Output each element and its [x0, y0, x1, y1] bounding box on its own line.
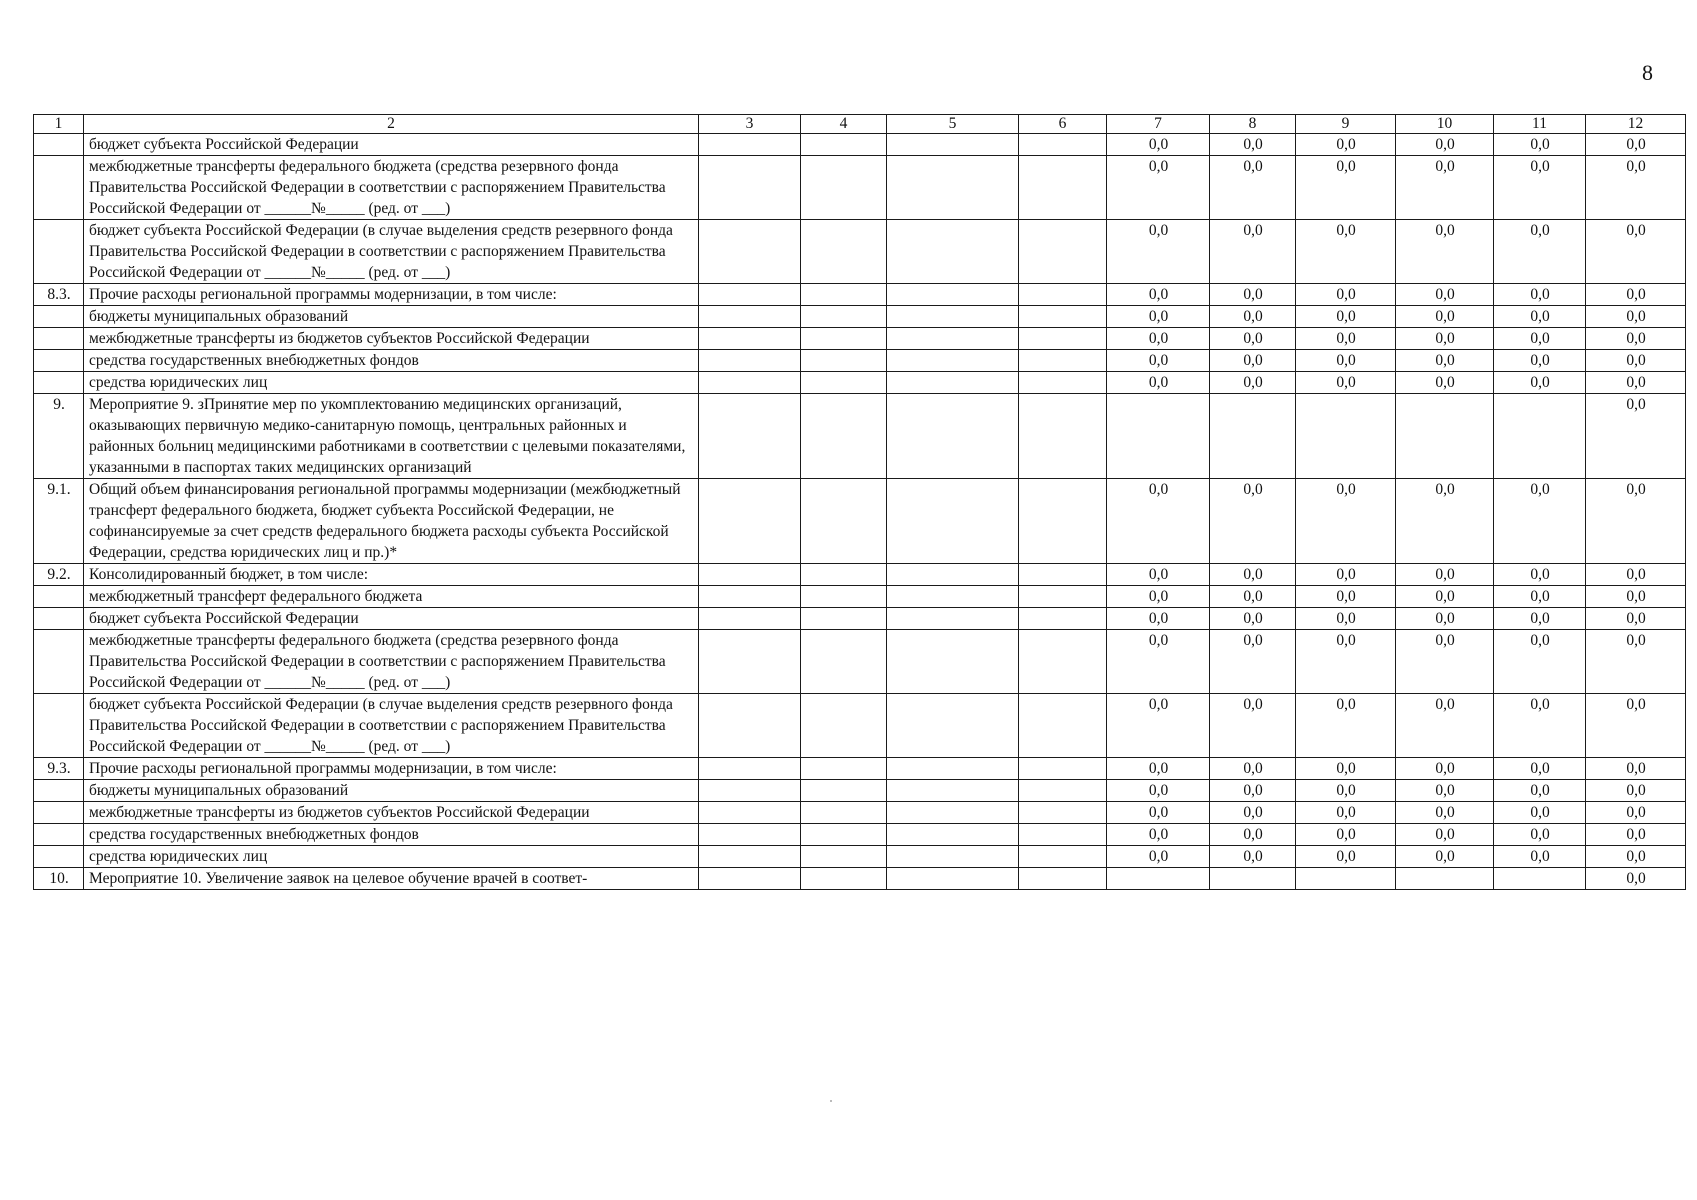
empty-cell-col-6	[1019, 156, 1107, 220]
value-cell-col-11: 0,0	[1494, 694, 1586, 758]
value-cell-col-8: 0,0	[1210, 564, 1296, 586]
column-header-10: 10	[1396, 115, 1494, 134]
value-cell-col-12: 0,0	[1586, 824, 1686, 846]
value-cell-col-12: 0,0	[1586, 479, 1686, 564]
header-row	[34, 115, 1686, 134]
budget-table	[33, 114, 1686, 890]
empty-cell-col-5	[887, 564, 1019, 586]
value-cell-col-12: 0,0	[1586, 694, 1686, 758]
empty-cell-col-5	[887, 824, 1019, 846]
row-description: средства юридических лиц	[84, 846, 699, 868]
row-number: 9.	[34, 394, 84, 479]
column-header-4: 4	[801, 115, 887, 134]
value-cell-col-10: 0,0	[1396, 306, 1494, 328]
value-cell-col-7: 0,0	[1107, 350, 1210, 372]
value-cell-col-11: 0,0	[1494, 586, 1586, 608]
row-description: Прочие расходы региональной программы модернизации, в том числе:	[84, 758, 699, 780]
empty-cell-col-3	[699, 220, 801, 284]
empty-cell-col-5	[887, 846, 1019, 868]
empty-cell-col-6	[1019, 824, 1107, 846]
column-header-5: 5	[887, 115, 1019, 134]
value-cell-col-11: 0,0	[1494, 479, 1586, 564]
row-description: межбюджетные трансферты федерального бюджета (средства резервного фонда Правительства Российской Федерации в соответствии с распоряжением Правительства Российской Федерации от ______№_____ (ред. от ___)	[84, 156, 699, 220]
value-cell-col-7: 0,0	[1107, 284, 1210, 306]
table-row	[34, 586, 1686, 608]
table-row	[34, 134, 1686, 156]
row-number	[34, 846, 84, 868]
column-header-6: 6	[1019, 115, 1107, 134]
value-cell-col-12: 0,0	[1586, 586, 1686, 608]
value-cell-col-9: 0,0	[1296, 350, 1396, 372]
row-number	[34, 608, 84, 630]
scan-speck	[830, 1100, 832, 1102]
empty-cell-col-6	[1019, 608, 1107, 630]
value-cell-col-7: 0,0	[1107, 156, 1210, 220]
empty-cell-col-3	[699, 694, 801, 758]
value-cell-col-10: 0,0	[1396, 564, 1494, 586]
value-cell-col-10: 0,0	[1396, 846, 1494, 868]
empty-cell-col-4	[801, 608, 887, 630]
table-row	[34, 868, 1686, 890]
value-cell-col-11: 0,0	[1494, 824, 1586, 846]
value-cell-col-8: 0,0	[1210, 306, 1296, 328]
value-cell-col-8: 0,0	[1210, 608, 1296, 630]
table-row	[34, 350, 1686, 372]
value-cell-col-12: 0,0	[1586, 156, 1686, 220]
table-row	[34, 284, 1686, 306]
value-cell-col-10	[1396, 868, 1494, 890]
value-cell-col-8: 0,0	[1210, 630, 1296, 694]
value-cell-col-12: 0,0	[1586, 780, 1686, 802]
value-cell-col-8: 0,0	[1210, 758, 1296, 780]
value-cell-col-9: 0,0	[1296, 758, 1396, 780]
value-cell-col-11: 0,0	[1494, 284, 1586, 306]
empty-cell-col-4	[801, 758, 887, 780]
value-cell-col-11: 0,0	[1494, 372, 1586, 394]
value-cell-col-8: 0,0	[1210, 694, 1296, 758]
empty-cell-col-6	[1019, 220, 1107, 284]
row-description: Мероприятие 9. зПринятие мер по укомплектованию медицинских организаций, оказывающих первичную медико-санитарную помощь, центральных районных и районных больниц медицинскими работниками в соответствии с целевыми показателями, указанными в паспортах таких медицинских организаций	[84, 394, 699, 479]
row-description: межбюджетные трансферты из бюджетов субъектов Российской Федерации	[84, 328, 699, 350]
value-cell-col-12: 0,0	[1586, 220, 1686, 284]
row-number	[34, 372, 84, 394]
value-cell-col-7: 0,0	[1107, 220, 1210, 284]
table-row	[34, 156, 1686, 220]
row-description: Прочие расходы региональной программы модернизации, в том числе:	[84, 284, 699, 306]
value-cell-col-9: 0,0	[1296, 220, 1396, 284]
value-cell-col-10: 0,0	[1396, 134, 1494, 156]
value-cell-col-7: 0,0	[1107, 328, 1210, 350]
value-cell-col-8: 0,0	[1210, 134, 1296, 156]
value-cell-col-8: 0,0	[1210, 156, 1296, 220]
empty-cell-col-5	[887, 306, 1019, 328]
row-number	[34, 780, 84, 802]
empty-cell-col-5	[887, 802, 1019, 824]
value-cell-col-9: 0,0	[1296, 780, 1396, 802]
table-row	[34, 758, 1686, 780]
empty-cell-col-3	[699, 479, 801, 564]
value-cell-col-9: 0,0	[1296, 802, 1396, 824]
value-cell-col-10: 0,0	[1396, 350, 1494, 372]
row-number	[34, 630, 84, 694]
column-header-1: 1	[34, 115, 84, 134]
table-row	[34, 372, 1686, 394]
value-cell-col-10: 0,0	[1396, 630, 1494, 694]
value-cell-col-8: 0,0	[1210, 372, 1296, 394]
value-cell-col-10: 0,0	[1396, 284, 1494, 306]
value-cell-col-11: 0,0	[1494, 564, 1586, 586]
empty-cell-col-5	[887, 479, 1019, 564]
value-cell-col-7: 0,0	[1107, 694, 1210, 758]
row-description: Мероприятие 10. Увеличение заявок на целевое обучение врачей в соответ-	[84, 868, 699, 890]
empty-cell-col-5	[887, 284, 1019, 306]
empty-cell-col-3	[699, 868, 801, 890]
row-description: межбюджетные трансферты федерального бюджета (средства резервного фонда Правительства Российской Федерации в соответствии с распоряжением Правительства Российской Федерации от ______№_____ (ред. от ___)	[84, 630, 699, 694]
value-cell-col-11: 0,0	[1494, 156, 1586, 220]
value-cell-col-7: 0,0	[1107, 846, 1210, 868]
value-cell-col-10	[1396, 394, 1494, 479]
empty-cell-col-4	[801, 868, 887, 890]
empty-cell-col-4	[801, 350, 887, 372]
value-cell-col-12: 0,0	[1586, 394, 1686, 479]
value-cell-col-9: 0,0	[1296, 608, 1396, 630]
empty-cell-col-5	[887, 372, 1019, 394]
empty-cell-col-3	[699, 608, 801, 630]
value-cell-col-11: 0,0	[1494, 780, 1586, 802]
empty-cell-col-4	[801, 586, 887, 608]
empty-cell-col-3	[699, 780, 801, 802]
empty-cell-col-5	[887, 350, 1019, 372]
empty-cell-col-3	[699, 630, 801, 694]
value-cell-col-12: 0,0	[1586, 846, 1686, 868]
page-number: 8	[1642, 60, 1653, 85]
column-header-8: 8	[1210, 115, 1296, 134]
row-number	[34, 306, 84, 328]
row-description: бюджет субъекта Российской Федерации (в случае выделения средств резервного фонда Правительства Российской Федерации в соответствии с распоряжением Правительства Российской Федерации от ______№_____ (ред. от ___)	[84, 694, 699, 758]
table-row	[34, 328, 1686, 350]
value-cell-col-8: 0,0	[1210, 284, 1296, 306]
empty-cell-col-6	[1019, 694, 1107, 758]
value-cell-col-12: 0,0	[1586, 284, 1686, 306]
empty-cell-col-6	[1019, 284, 1107, 306]
row-number	[34, 586, 84, 608]
row-description: межбюджетные трансферты из бюджетов субъектов Российской Федерации	[84, 802, 699, 824]
value-cell-col-7: 0,0	[1107, 564, 1210, 586]
value-cell-col-9: 0,0	[1296, 694, 1396, 758]
empty-cell-col-4	[801, 156, 887, 220]
value-cell-col-11: 0,0	[1494, 630, 1586, 694]
empty-cell-col-6	[1019, 846, 1107, 868]
table-row	[34, 306, 1686, 328]
empty-cell-col-6	[1019, 134, 1107, 156]
value-cell-col-10: 0,0	[1396, 608, 1494, 630]
empty-cell-col-4	[801, 284, 887, 306]
empty-cell-col-4	[801, 220, 887, 284]
empty-cell-col-3	[699, 564, 801, 586]
value-cell-col-11: 0,0	[1494, 846, 1586, 868]
value-cell-col-7: 0,0	[1107, 586, 1210, 608]
value-cell-col-8: 0,0	[1210, 780, 1296, 802]
value-cell-col-10: 0,0	[1396, 758, 1494, 780]
value-cell-col-9	[1296, 394, 1396, 479]
value-cell-col-8: 0,0	[1210, 824, 1296, 846]
empty-cell-col-3	[699, 758, 801, 780]
empty-cell-col-3	[699, 306, 801, 328]
table-row	[34, 394, 1686, 479]
empty-cell-col-6	[1019, 372, 1107, 394]
row-description: средства юридических лиц	[84, 372, 699, 394]
value-cell-col-9: 0,0	[1296, 134, 1396, 156]
value-cell-col-7: 0,0	[1107, 134, 1210, 156]
row-description: бюджет субъекта Российской Федерации	[84, 134, 699, 156]
row-number: 10.	[34, 868, 84, 890]
value-cell-col-12: 0,0	[1586, 802, 1686, 824]
value-cell-col-9: 0,0	[1296, 284, 1396, 306]
column-header-9: 9	[1296, 115, 1396, 134]
value-cell-col-10: 0,0	[1396, 372, 1494, 394]
empty-cell-col-3	[699, 824, 801, 846]
value-cell-col-11: 0,0	[1494, 220, 1586, 284]
value-cell-col-11: 0,0	[1494, 608, 1586, 630]
value-cell-col-11: 0,0	[1494, 350, 1586, 372]
value-cell-col-7: 0,0	[1107, 780, 1210, 802]
empty-cell-col-3	[699, 350, 801, 372]
value-cell-col-10: 0,0	[1396, 586, 1494, 608]
row-number	[34, 694, 84, 758]
empty-cell-col-6	[1019, 586, 1107, 608]
column-header-12: 12	[1586, 115, 1686, 134]
value-cell-col-7: 0,0	[1107, 802, 1210, 824]
value-cell-col-12: 0,0	[1586, 372, 1686, 394]
empty-cell-col-6	[1019, 630, 1107, 694]
empty-cell-col-3	[699, 372, 801, 394]
value-cell-col-7	[1107, 394, 1210, 479]
empty-cell-col-6	[1019, 306, 1107, 328]
value-cell-col-9: 0,0	[1296, 328, 1396, 350]
row-number	[34, 824, 84, 846]
empty-cell-col-4	[801, 372, 887, 394]
empty-cell-col-3	[699, 586, 801, 608]
empty-cell-col-3	[699, 328, 801, 350]
value-cell-col-10: 0,0	[1396, 780, 1494, 802]
row-description: бюджет субъекта Российской Федерации	[84, 608, 699, 630]
value-cell-col-10: 0,0	[1396, 328, 1494, 350]
empty-cell-col-5	[887, 608, 1019, 630]
empty-cell-col-4	[801, 306, 887, 328]
value-cell-col-11	[1494, 394, 1586, 479]
value-cell-col-8: 0,0	[1210, 479, 1296, 564]
value-cell-col-7: 0,0	[1107, 372, 1210, 394]
value-cell-col-9: 0,0	[1296, 479, 1396, 564]
empty-cell-col-4	[801, 694, 887, 758]
value-cell-col-9: 0,0	[1296, 564, 1396, 586]
value-cell-col-9: 0,0	[1296, 306, 1396, 328]
row-description: бюджеты муниципальных образований	[84, 306, 699, 328]
value-cell-col-8: 0,0	[1210, 846, 1296, 868]
empty-cell-col-4	[801, 564, 887, 586]
value-cell-col-12: 0,0	[1586, 306, 1686, 328]
empty-cell-col-4	[801, 780, 887, 802]
table-body	[34, 134, 1686, 890]
empty-cell-col-6	[1019, 479, 1107, 564]
value-cell-col-9: 0,0	[1296, 372, 1396, 394]
row-number	[34, 220, 84, 284]
empty-cell-col-4	[801, 479, 887, 564]
empty-cell-col-4	[801, 802, 887, 824]
value-cell-col-12: 0,0	[1586, 564, 1686, 586]
value-cell-col-10: 0,0	[1396, 479, 1494, 564]
table-row	[34, 694, 1686, 758]
empty-cell-col-6	[1019, 868, 1107, 890]
value-cell-col-9: 0,0	[1296, 846, 1396, 868]
empty-cell-col-4	[801, 134, 887, 156]
empty-cell-col-4	[801, 824, 887, 846]
row-description: бюджеты муниципальных образований	[84, 780, 699, 802]
value-cell-col-9	[1296, 868, 1396, 890]
row-description: средства государственных внебюджетных фондов	[84, 824, 699, 846]
row-number: 8.3.	[34, 284, 84, 306]
value-cell-col-7: 0,0	[1107, 306, 1210, 328]
table-row	[34, 824, 1686, 846]
value-cell-col-10: 0,0	[1396, 156, 1494, 220]
empty-cell-col-6	[1019, 758, 1107, 780]
empty-cell-col-5	[887, 220, 1019, 284]
value-cell-col-7: 0,0	[1107, 608, 1210, 630]
table-row	[34, 608, 1686, 630]
empty-cell-col-6	[1019, 394, 1107, 479]
value-cell-col-10: 0,0	[1396, 220, 1494, 284]
row-number	[34, 328, 84, 350]
column-header-7: 7	[1107, 115, 1210, 134]
empty-cell-col-5	[887, 868, 1019, 890]
column-header-3: 3	[699, 115, 801, 134]
empty-cell-col-3	[699, 156, 801, 220]
value-cell-col-8: 0,0	[1210, 350, 1296, 372]
value-cell-col-12: 0,0	[1586, 868, 1686, 890]
value-cell-col-9: 0,0	[1296, 586, 1396, 608]
value-cell-col-8: 0,0	[1210, 802, 1296, 824]
row-number: 9.2.	[34, 564, 84, 586]
value-cell-col-11: 0,0	[1494, 802, 1586, 824]
value-cell-col-8: 0,0	[1210, 328, 1296, 350]
empty-cell-col-3	[699, 802, 801, 824]
value-cell-col-9: 0,0	[1296, 630, 1396, 694]
empty-cell-col-6	[1019, 350, 1107, 372]
value-cell-col-12: 0,0	[1586, 608, 1686, 630]
row-number: 9.3.	[34, 758, 84, 780]
value-cell-col-8: 0,0	[1210, 220, 1296, 284]
empty-cell-col-6	[1019, 328, 1107, 350]
table-row	[34, 479, 1686, 564]
value-cell-col-9: 0,0	[1296, 156, 1396, 220]
value-cell-col-8	[1210, 394, 1296, 479]
value-cell-col-11: 0,0	[1494, 306, 1586, 328]
value-cell-col-12: 0,0	[1586, 758, 1686, 780]
empty-cell-col-5	[887, 328, 1019, 350]
table-row	[34, 780, 1686, 802]
value-cell-col-7: 0,0	[1107, 824, 1210, 846]
row-description: межбюджетный трансферт федерального бюджета	[84, 586, 699, 608]
row-number: 9.1.	[34, 479, 84, 564]
empty-cell-col-3	[699, 846, 801, 868]
empty-cell-col-5	[887, 134, 1019, 156]
row-number	[34, 350, 84, 372]
empty-cell-col-3	[699, 284, 801, 306]
empty-cell-col-3	[699, 134, 801, 156]
column-header-11: 11	[1494, 115, 1586, 134]
value-cell-col-7: 0,0	[1107, 758, 1210, 780]
value-cell-col-12: 0,0	[1586, 350, 1686, 372]
row-number	[34, 134, 84, 156]
value-cell-col-12: 0,0	[1586, 134, 1686, 156]
empty-cell-col-6	[1019, 780, 1107, 802]
row-description: Общий объем финансирования региональной программы модернизации (межбюджетный трансферт федерального бюджета, бюджет субъекта Российской Федерации, не софинансируемые за счет средств федерального бюджета расходы субъекта Российской Федерации, средства юридических лиц и пр.)*	[84, 479, 699, 564]
row-number	[34, 156, 84, 220]
value-cell-col-10: 0,0	[1396, 824, 1494, 846]
value-cell-col-7: 0,0	[1107, 630, 1210, 694]
value-cell-col-11	[1494, 868, 1586, 890]
empty-cell-col-3	[699, 394, 801, 479]
empty-cell-col-5	[887, 156, 1019, 220]
value-cell-col-12: 0,0	[1586, 630, 1686, 694]
empty-cell-col-6	[1019, 802, 1107, 824]
value-cell-col-11: 0,0	[1494, 758, 1586, 780]
empty-cell-col-5	[887, 780, 1019, 802]
empty-cell-col-6	[1019, 564, 1107, 586]
value-cell-col-11: 0,0	[1494, 134, 1586, 156]
table-row	[34, 564, 1686, 586]
table-row	[34, 802, 1686, 824]
value-cell-col-8	[1210, 868, 1296, 890]
empty-cell-col-5	[887, 758, 1019, 780]
value-cell-col-9: 0,0	[1296, 824, 1396, 846]
value-cell-col-8: 0,0	[1210, 586, 1296, 608]
row-description: средства государственных внебюджетных фондов	[84, 350, 699, 372]
value-cell-col-11: 0,0	[1494, 328, 1586, 350]
empty-cell-col-4	[801, 630, 887, 694]
row-description: бюджет субъекта Российской Федерации (в случае выделения средств резервного фонда Правительства Российской Федерации в соответствии с распоряжением Правительства Российской Федерации от ______№_____ (ред. от ___)	[84, 220, 699, 284]
value-cell-col-7	[1107, 868, 1210, 890]
value-cell-col-12: 0,0	[1586, 328, 1686, 350]
value-cell-col-10: 0,0	[1396, 802, 1494, 824]
column-header-2: 2	[84, 115, 699, 134]
empty-cell-col-5	[887, 394, 1019, 479]
row-description: Консолидированный бюджет, в том числе:	[84, 564, 699, 586]
table-row	[34, 220, 1686, 284]
empty-cell-col-5	[887, 630, 1019, 694]
empty-cell-col-5	[887, 694, 1019, 758]
table-row	[34, 846, 1686, 868]
row-number	[34, 802, 84, 824]
empty-cell-col-5	[887, 586, 1019, 608]
table-row	[34, 630, 1686, 694]
empty-cell-col-4	[801, 328, 887, 350]
empty-cell-col-4	[801, 394, 887, 479]
value-cell-col-7: 0,0	[1107, 479, 1210, 564]
value-cell-col-10: 0,0	[1396, 694, 1494, 758]
empty-cell-col-4	[801, 846, 887, 868]
